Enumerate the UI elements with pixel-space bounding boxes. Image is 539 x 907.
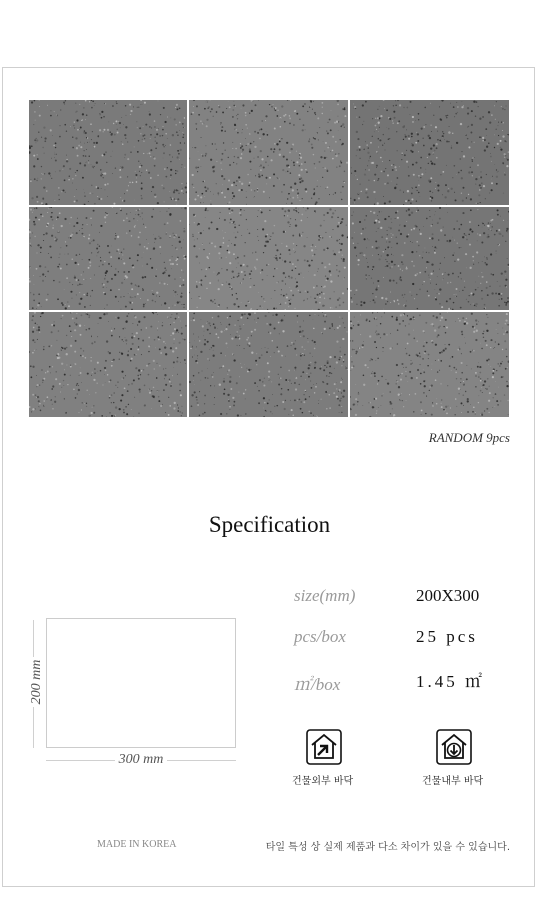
- house-exterior-floor-icon: [306, 729, 342, 765]
- width-dimension-label: 300 mm: [0, 752, 282, 768]
- tile-sample: [29, 312, 187, 417]
- house-interior-floor-icon: [436, 729, 472, 765]
- tile-texture: [189, 312, 348, 417]
- tile-pattern-caption: RANDOM 9pcs: [428, 430, 510, 445]
- tile-texture: [29, 207, 187, 310]
- spec-value-area: 1.45 ㎡: [416, 672, 485, 691]
- spec-value-size: 200X300: [416, 586, 480, 605]
- spec-title: Specification: [208, 512, 331, 537]
- tile-sample: [29, 100, 187, 205]
- spec-value-pcs: 25 pcs: [416, 627, 478, 646]
- tile-texture: [189, 100, 348, 205]
- tile-dimension-outline: [46, 618, 236, 748]
- spec-key-size: size(mm): [294, 586, 356, 605]
- spec-key-area: ㎡/box: [294, 675, 341, 694]
- tile-texture: [29, 100, 187, 205]
- tile-sample: [350, 207, 509, 310]
- tile-texture: [350, 100, 509, 205]
- interior-floor-label: 건물내부 바닥: [422, 776, 484, 787]
- tile-texture: [350, 312, 509, 417]
- tile-sample: [189, 100, 348, 205]
- origin-label: MADE IN KOREA: [97, 839, 177, 850]
- tile-sample: [29, 207, 187, 310]
- spec-key-pcs: pcs/box: [294, 627, 346, 646]
- tile-texture: [29, 312, 187, 417]
- tile-texture: [189, 207, 348, 310]
- tile-texture: [350, 207, 509, 310]
- disclaimer-note: 타일 특성 상 실제 제품과 다소 차이가 있을 수 있습니다.: [265, 842, 510, 853]
- tile-sample: [189, 207, 348, 310]
- tile-grid: [29, 100, 510, 418]
- tile-sample: [189, 312, 348, 417]
- tile-sample: [350, 100, 509, 205]
- tile-sample: [350, 312, 509, 417]
- exterior-floor-label: 건물외부 바닥: [292, 776, 354, 787]
- height-dimension-label: 200 mm: [29, 632, 45, 732]
